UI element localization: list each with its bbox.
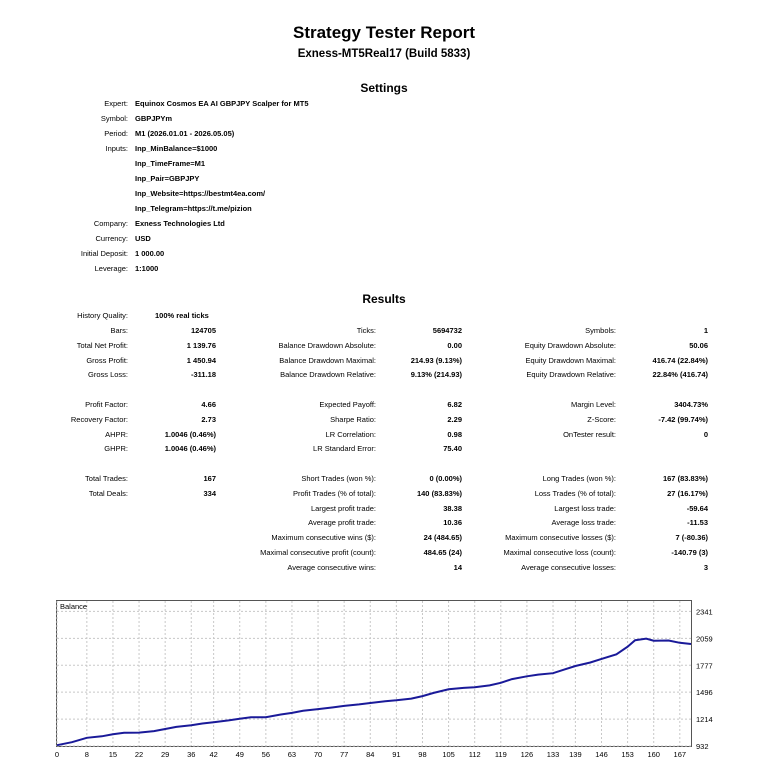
result-label: OnTester result: xyxy=(563,429,616,439)
result-value: 50.06 xyxy=(689,340,708,350)
result-value: 140 (83.83%) xyxy=(416,488,462,498)
result-value: 6.82 xyxy=(447,400,462,409)
result-label: Maximum consecutive wins ($): xyxy=(271,533,376,543)
result-label: Equity Drawdown Absolute: xyxy=(524,340,616,350)
settings-value: Equinox Cosmos EA AI GBPJPY Scalper for MT5 xyxy=(135,99,309,108)
chart-frame xyxy=(57,601,692,747)
result-label: Largest loss trade: xyxy=(554,503,616,513)
result-label: Margin Level: xyxy=(570,400,616,409)
x-tick-label: 8 xyxy=(84,750,89,759)
result-value: 22.84% (416.74) xyxy=(652,370,708,380)
result-label: Expected Payoff: xyxy=(319,400,376,409)
history-quality-value: 100% real ticks xyxy=(155,311,209,320)
settings-value: Exness Technologies Ltd xyxy=(135,219,225,228)
result-value: 7 (-80.36) xyxy=(675,533,708,543)
result-label: Total Deals: xyxy=(88,488,128,498)
result-value: 5694732 xyxy=(432,326,462,335)
settings-heading: Settings xyxy=(360,81,408,95)
x-tick-label: 153 xyxy=(621,750,634,759)
result-value: 0 (0.00%) xyxy=(429,474,462,483)
result-value: 1 450.94 xyxy=(186,355,216,365)
result-label: Recovery Factor: xyxy=(70,414,128,424)
result-label: Ticks: xyxy=(356,326,376,335)
result-label: Sharpe Ratio: xyxy=(330,414,376,424)
settings-label: Expert: xyxy=(104,99,128,108)
settings-label: Initial Deposit: xyxy=(80,249,128,258)
y-tick-label: 2059 xyxy=(696,634,713,644)
x-tick-label: 56 xyxy=(261,750,271,759)
result-label: Profit Trades (% of total): xyxy=(293,488,376,498)
result-label: Equity Drawdown Maximal: xyxy=(525,355,616,365)
result-value: 4.66 xyxy=(201,400,216,409)
settings-label: Inputs: xyxy=(105,144,128,153)
x-tick-label: 84 xyxy=(366,750,375,759)
result-value: -59.64 xyxy=(686,503,708,513)
history-quality-label: History Quality: xyxy=(77,311,128,320)
x-tick-label: 167 xyxy=(673,750,687,759)
y-tick-label: 1496 xyxy=(696,688,713,698)
result-label: Average profit trade: xyxy=(308,518,376,528)
x-tick-label: 160 xyxy=(647,750,660,759)
x-tick-label: 126 xyxy=(520,750,534,759)
result-value: 0.00 xyxy=(447,340,462,350)
result-label: Profit Factor: xyxy=(85,400,128,409)
result-label: Maximal consecutive profit (count): xyxy=(260,548,376,557)
x-tick-label: 49 xyxy=(235,750,244,759)
result-value: 75.40 xyxy=(443,444,462,454)
result-label: Balance Drawdown Maximal: xyxy=(279,355,376,365)
result-value: 24 (484.65) xyxy=(423,533,462,543)
x-tick-label: 146 xyxy=(595,750,608,759)
settings-value: M1 (2026.01.01 - 2026.05.05) xyxy=(135,129,235,138)
result-label: Short Trades (won %): xyxy=(301,474,376,483)
result-value: 1 139.76 xyxy=(186,340,216,350)
result-value: -7.42 (99.74%) xyxy=(658,414,708,424)
result-label: Loss Trades (% of total): xyxy=(534,488,616,498)
settings-value: Inp_Pair=GBPJPY xyxy=(135,174,200,183)
settings-value: GBPJPYm xyxy=(135,114,173,123)
result-value: -11.53 xyxy=(687,518,708,528)
settings-value: USD xyxy=(135,234,151,243)
x-tick-label: 105 xyxy=(442,750,455,759)
results-heading: Results xyxy=(362,292,406,306)
x-tick-label: 98 xyxy=(418,750,427,759)
result-label: Long Trades (won %): xyxy=(542,474,616,483)
result-label: Average consecutive losses: xyxy=(521,562,616,572)
result-value: 2.73 xyxy=(201,414,216,424)
result-value: -311.18 xyxy=(190,370,216,380)
settings-value: Inp_Telegram=https://t.me/pizion xyxy=(135,204,252,213)
x-tick-label: 133 xyxy=(546,750,560,759)
result-value: -140.79 (3) xyxy=(671,548,708,557)
settings-label: Currency: xyxy=(95,234,128,243)
x-tick-label: 112 xyxy=(468,750,481,759)
result-value: 1.0046 (0.46%) xyxy=(164,429,216,439)
settings-value: 1 000.00 xyxy=(135,249,165,258)
result-label: Equity Drawdown Relative: xyxy=(526,370,616,380)
result-label: Largest profit trade: xyxy=(310,503,376,513)
x-tick-label: 77 xyxy=(339,750,349,759)
x-tick-label: 63 xyxy=(287,750,297,759)
result-label: Total Net Profit: xyxy=(76,340,128,350)
result-value: 27 (16.17%) xyxy=(667,488,708,498)
report-subtitle: Exness-MT5Real17 (Build 5833) xyxy=(297,48,471,60)
result-value: 167 xyxy=(203,474,216,483)
x-tick-label: 91 xyxy=(392,750,401,759)
x-tick-label: 15 xyxy=(108,750,118,759)
result-label: LR Correlation: xyxy=(325,429,376,439)
chart-title: Balance xyxy=(60,602,88,611)
result-value: 0.98 xyxy=(447,429,462,439)
result-value: 334 xyxy=(203,488,216,498)
y-tick-label: 2341 xyxy=(696,607,713,617)
x-tick-label: 70 xyxy=(313,750,323,759)
settings-value: Inp_MinBalance=$1000 xyxy=(135,144,218,153)
result-label: GHPR: xyxy=(104,444,128,454)
result-label: Z-Score: xyxy=(587,414,616,424)
result-value: 14 xyxy=(453,562,462,572)
result-label: Gross Loss: xyxy=(87,370,128,380)
result-label: LR Standard Error: xyxy=(313,444,376,454)
settings-value: Inp_Website=https://bestmt4ea.com/ xyxy=(135,189,266,198)
result-value: 416.74 (22.84%) xyxy=(652,355,708,365)
x-tick-label: 36 xyxy=(187,750,196,759)
result-label: Average loss trade: xyxy=(551,518,616,528)
result-label: Maximal consecutive loss (count): xyxy=(503,548,616,557)
result-label: AHPR: xyxy=(105,429,128,439)
result-label: Symbols: xyxy=(585,326,616,335)
result-label: Maximum consecutive losses ($): xyxy=(505,533,616,543)
settings-label: Period: xyxy=(104,129,128,138)
result-value: 214.93 (9.13%) xyxy=(410,355,462,365)
result-label: Balance Drawdown Absolute: xyxy=(278,340,376,350)
result-value: 3404.73% xyxy=(674,400,708,409)
result-label: Average consecutive wins: xyxy=(287,562,376,572)
result-label: Balance Drawdown Relative: xyxy=(280,370,376,380)
result-label: Bars: xyxy=(110,326,128,335)
report-title: Strategy Tester Report xyxy=(292,23,475,42)
result-value: 0 xyxy=(703,429,708,439)
settings-label: Leverage: xyxy=(94,264,128,273)
x-tick-label: 0 xyxy=(54,750,60,759)
x-tick-label: 119 xyxy=(494,750,507,759)
result-value: 1.0046 (0.46%) xyxy=(164,444,216,454)
result-value: 10.36 xyxy=(443,518,462,528)
x-tick-label: 139 xyxy=(569,750,582,759)
y-tick-label: 932 xyxy=(696,742,709,751)
result-value: 124705 xyxy=(190,326,216,335)
settings-label: Company: xyxy=(93,219,128,228)
settings-value: Inp_TimeFrame=M1 xyxy=(135,159,206,168)
x-tick-label: 22 xyxy=(134,750,144,759)
x-tick-label: 29 xyxy=(160,750,170,759)
settings-label: Symbol: xyxy=(100,114,128,123)
x-tick-label: 42 xyxy=(209,750,218,759)
result-value: 9.13% (214.93) xyxy=(410,370,462,380)
result-value: 3 xyxy=(703,562,708,572)
result-value: 1 xyxy=(703,326,708,335)
result-value: 2.29 xyxy=(447,414,462,424)
y-tick-label: 1214 xyxy=(696,715,713,725)
y-tick-label: 1777 xyxy=(696,661,713,671)
result-label: Gross Profit: xyxy=(86,355,128,365)
result-label: Total Trades: xyxy=(85,474,128,483)
result-value: 484.65 (24) xyxy=(423,548,462,557)
result-value: 167 (83.83%) xyxy=(662,474,708,483)
result-value: 38.38 xyxy=(443,503,462,513)
settings-value: 1:1000 xyxy=(135,264,159,273)
